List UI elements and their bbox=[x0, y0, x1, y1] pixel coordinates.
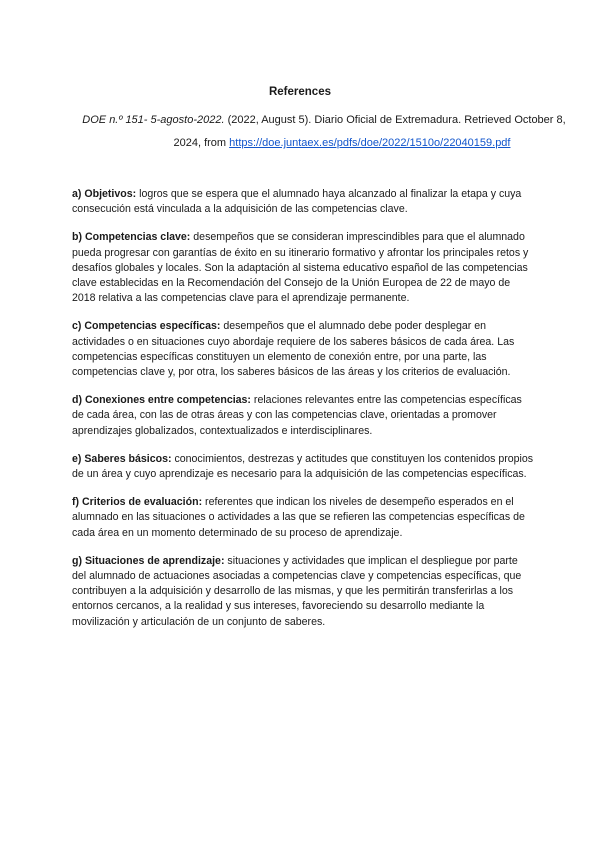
definition-competencias-clave bbox=[72, 230, 534, 306]
definitions-list bbox=[72, 187, 534, 643]
reference-url-link[interactable]: https://doe.juntaex.es/pdfs/doe/2022/1510o/22040159.pdf bbox=[229, 137, 511, 149]
definition-term: g) Situaciones de aprendizaje: bbox=[72, 554, 225, 567]
definition-term: d) Conexiones entre competencias: bbox=[72, 394, 251, 407]
definition-saberes-basicos bbox=[72, 452, 534, 482]
reference-date: (2022, August 5). bbox=[224, 114, 312, 126]
definition-text: desempeños que el alumnado debe poder desplegar en actividades o en situaciones cuyo abordaje requiere de los saberes básicos de cada área. Las competencias específicas constituyen un elemento de conexión entre, por una parte, las competencias clave y, por otra, los saberes básicos de las áreas y los criterios de evaluación. bbox=[72, 320, 515, 379]
definition-term: c) Competencias específicas: bbox=[72, 320, 221, 333]
definition-text: desempeños que se consideran imprescindibles para que el alumnado pueda progresar con garantías de éxito en su itinerario formativo y afrontar los principales retos y desafíos globales y locales. Son la adaptación al sistema educativo español de las competencias clave establecidas en la Recomendación del Consejo de la Unión Europea de 22 de mayo de 2018 relativa a las competencias clave para el aprendizaje permanente. bbox=[72, 231, 529, 305]
definition-competencias-especificas bbox=[72, 319, 534, 380]
references-heading: References bbox=[268, 86, 331, 98]
definition-situaciones-aprendizaje bbox=[72, 554, 534, 630]
definition-term: b) Competencias clave: bbox=[72, 231, 191, 244]
definition-text: relaciones relevantes entre las competencias específicas de cada área, con las de otras áreas y con las competencias clave, orientadas a promover aprendizajes globalizados, contextualizados e interdisciplinares. bbox=[72, 394, 522, 437]
reference-publisher: Diario Oficial de Extremadura. Retrieved October 8, 2024, from bbox=[173, 114, 566, 149]
definition-term: f) Criterios de evaluación: bbox=[72, 496, 203, 509]
reference-source-title: DOE n.º 151- 5-agosto-2022. bbox=[82, 114, 225, 126]
definition-criterios-evaluacion bbox=[72, 495, 534, 541]
definition-conexiones bbox=[72, 393, 534, 439]
reference-entry bbox=[72, 109, 576, 155]
definition-text: situaciones y actividades que implican el despliegue por parte del alumnado de actuaciones asociadas a competencias clave y competencias específicas, que contribuyen a la adquisición y desarrollo de las mismas, y que les permitirán transferirlas a los entornos cercanos, a la realidad y sus intereses, favoreciendo su desarrollo mediante la movilización y articulación de un conjunto de saberes. bbox=[72, 554, 522, 628]
definition-text: conocimientos, destrezas y actitudes que constituyen los contenidos propios de un área y cuyo aprendizaje es necesario para la adquisición de las competencias específicas. bbox=[72, 452, 534, 481]
definition-term: e) Saberes básicos: bbox=[72, 452, 172, 465]
definition-text: referentes que indican los niveles de desempeño esperados en el alumnado en las situaciones o actividades a las que se refieren las competencias específicas de cada área en un momento determinado de su proceso de aprendizaje. bbox=[72, 496, 525, 539]
definition-objetivos bbox=[72, 187, 534, 217]
definition-term: a) Objetivos: bbox=[72, 188, 137, 200]
definition-text: logros que se espera que el alumnado haya alcanzado al finalizar la etapa y cuya consecución está vinculada a la adquisición de las competencias clave. bbox=[72, 188, 522, 216]
